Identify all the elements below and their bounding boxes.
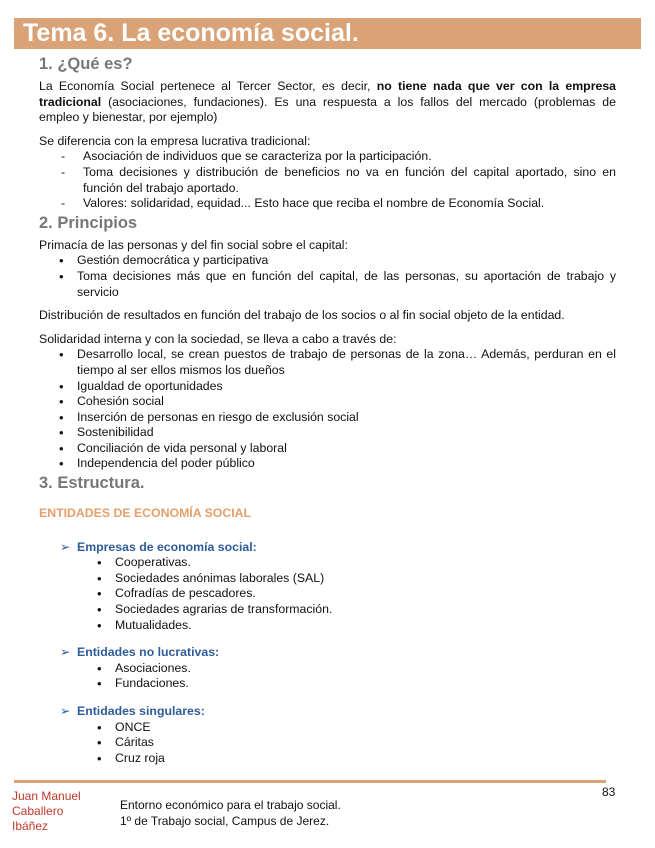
- list-item: [39, 379, 616, 395]
- list-item-text: Independencia del poder público: [77, 456, 255, 471]
- footer-author: [12, 789, 102, 834]
- list-item-text: Cohesión social: [77, 394, 164, 409]
- page-number: 83: [602, 785, 616, 799]
- list-item-text: ONCE: [115, 719, 151, 734]
- paragraph-definition: [39, 79, 616, 126]
- list-item: [39, 269, 616, 300]
- list-item-text: Mutualidades.: [115, 617, 192, 632]
- list-item-text: Cofradías de pescadores.: [115, 586, 256, 601]
- arrow-bullet-icon: ➢: [60, 704, 71, 718]
- list-item-text: Fundaciones.: [115, 676, 189, 691]
- list-item-text: Toma decisiones y distribución de beneficios no va en función del capital aportado, sino en función del trabajo aportado.: [83, 164, 616, 195]
- group-title: Empresas de economía social:: [77, 539, 257, 554]
- bullet-marker: •: [59, 394, 64, 410]
- section-heading-estructura: 3. Estructura.: [39, 474, 145, 493]
- bullet-marker: •: [97, 617, 102, 633]
- list-item: [39, 602, 616, 618]
- arrow-bullet-icon: ➢: [60, 645, 71, 660]
- definition-text-start: La Economía Social pertenece al Tercer Sector, es decir,: [39, 79, 377, 93]
- bullet-marker: •: [97, 660, 102, 676]
- list-item: [39, 586, 616, 602]
- bullet-marker: •: [59, 409, 64, 425]
- page-title: Tema 6. La economía social.: [23, 19, 359, 47]
- definition-bold-text: no tiene nada que ver con la empresa tradicional: [39, 79, 616, 109]
- bullet-marker: •: [59, 425, 64, 441]
- bullet-marker: •: [97, 586, 102, 602]
- dash-marker: -: [61, 196, 66, 211]
- list-item: [39, 196, 616, 212]
- list-item: [39, 165, 616, 196]
- list-item: [39, 618, 616, 634]
- list-item: [39, 441, 616, 457]
- course-line-1: Entorno económico para el trabajo social.: [120, 798, 341, 812]
- list-item: [39, 149, 616, 165]
- list-item: [39, 661, 616, 677]
- bullet-marker: •: [97, 555, 102, 571]
- bullet-marker: •: [97, 602, 102, 618]
- list-item-text: Cooperativas.: [115, 555, 191, 570]
- paragraph-solidaridad: Solidaridad interna y con la sociedad, se lleva a cabo a través de:: [39, 331, 397, 346]
- list-item-text: Asociaciones.: [115, 660, 191, 675]
- group-list: [39, 661, 616, 692]
- bullet-marker: •: [97, 750, 102, 766]
- course-line-2: 1º de Trabajo social, Campus de Jerez.: [120, 813, 330, 828]
- title-bar: [14, 18, 641, 49]
- group-title: Entidades singulares:: [77, 704, 205, 718]
- arrow-bullet-icon: ➢: [60, 539, 71, 554]
- list-item-text: Desarrollo local, se crean puestos de trabajo de personas de la zona… Además, perduran en el tiempo al ser ellos mismos los dueños: [77, 347, 616, 377]
- bullet-marker: •: [97, 676, 102, 692]
- group-heading: [39, 540, 616, 556]
- dash-marker: -: [61, 164, 66, 179]
- list-item: [39, 555, 616, 571]
- list-item: [39, 394, 616, 410]
- bullet-marker: •: [97, 570, 102, 586]
- solidaridad-list: [39, 347, 616, 472]
- footer-course: [120, 798, 341, 829]
- bullet-marker: •: [59, 347, 64, 363]
- group-title: Entidades no lucrativas:: [77, 645, 220, 660]
- group-heading: [39, 645, 616, 661]
- bullet-marker: •: [59, 440, 64, 456]
- list-item-text: Cruz roja: [115, 750, 165, 765]
- list-item-text: Cáritas: [115, 735, 154, 750]
- list-item-text: Sostenibilidad: [77, 425, 154, 440]
- primacia-list: [39, 253, 616, 300]
- list-item: [39, 347, 616, 378]
- entidades-heading: ENTIDADES DE ECONOMÍA SOCIAL: [39, 506, 252, 521]
- list-item: [39, 676, 616, 692]
- bullet-marker: •: [97, 719, 102, 735]
- bullet-marker: •: [97, 735, 102, 751]
- footer-divider: [14, 780, 606, 783]
- paragraph-difference: Se diferencia con la empresa lucrativa tradicional:: [39, 133, 311, 148]
- list-item-text: Valores: solidaridad, equidad... Esto hace que reciba el nombre de Economía Social.: [83, 196, 545, 211]
- section-heading-que-es: 1. ¿Qué es?: [39, 55, 133, 73]
- bullet-marker: •: [59, 253, 64, 269]
- list-item: [39, 253, 616, 269]
- dash-marker: -: [61, 149, 66, 164]
- list-item: [39, 735, 616, 751]
- definition-text-end: (asociaciones, fundaciones). Es una respuesta a los fallos del mercado (problemas de empleo y bienestar, por ejemplo): [39, 94, 616, 125]
- group-list: [39, 555, 616, 633]
- group-heading: [39, 704, 616, 720]
- list-item: [39, 410, 616, 426]
- bullet-marker: •: [59, 378, 64, 394]
- bullet-marker: •: [59, 268, 64, 284]
- list-item-text: Sociedades agrarias de transformación.: [115, 602, 333, 617]
- list-item-text: Igualdad de oportunidades: [77, 378, 223, 393]
- list-item: [39, 751, 616, 767]
- list-item-text: Gestión democrática y participativa: [77, 253, 269, 268]
- group-list: [39, 720, 616, 767]
- difference-list: [39, 149, 616, 211]
- bullet-marker: •: [59, 456, 64, 472]
- list-item-text: Sociedades anónimas laborales (SAL): [115, 570, 325, 585]
- list-item-text: Conciliación de vida personal y laboral: [77, 440, 287, 455]
- group-empresas: [39, 540, 616, 634]
- list-item: [39, 720, 616, 736]
- group-no-lucrativas: [39, 645, 616, 692]
- list-item: [39, 571, 616, 587]
- list-item-text: Asociación de individuos que se caracteriza por la participación.: [83, 149, 432, 164]
- list-item: [39, 456, 616, 472]
- author-line: Caballero: [12, 804, 64, 818]
- list-item-text: Toma decisiones más que en función del capital, de las personas, su aportación de trabajo y servicio: [77, 268, 616, 299]
- group-singulares: [39, 704, 616, 766]
- paragraph-distribucion: Distribución de resultados en función del trabajo de los socios o al fin social objeto de la entidad.: [39, 308, 565, 323]
- list-item: [39, 425, 616, 441]
- author-line: Juan Manuel: [12, 789, 81, 803]
- section-heading-principios: 2. Principios: [39, 213, 138, 232]
- list-item-text: Inserción de personas en riesgo de exclusión social: [77, 409, 359, 424]
- document-body: [39, 53, 616, 766]
- paragraph-primacia: Primacía de las personas y del fin social sobre el capital:: [39, 237, 348, 252]
- author-line: Ibáñez: [12, 819, 49, 833]
